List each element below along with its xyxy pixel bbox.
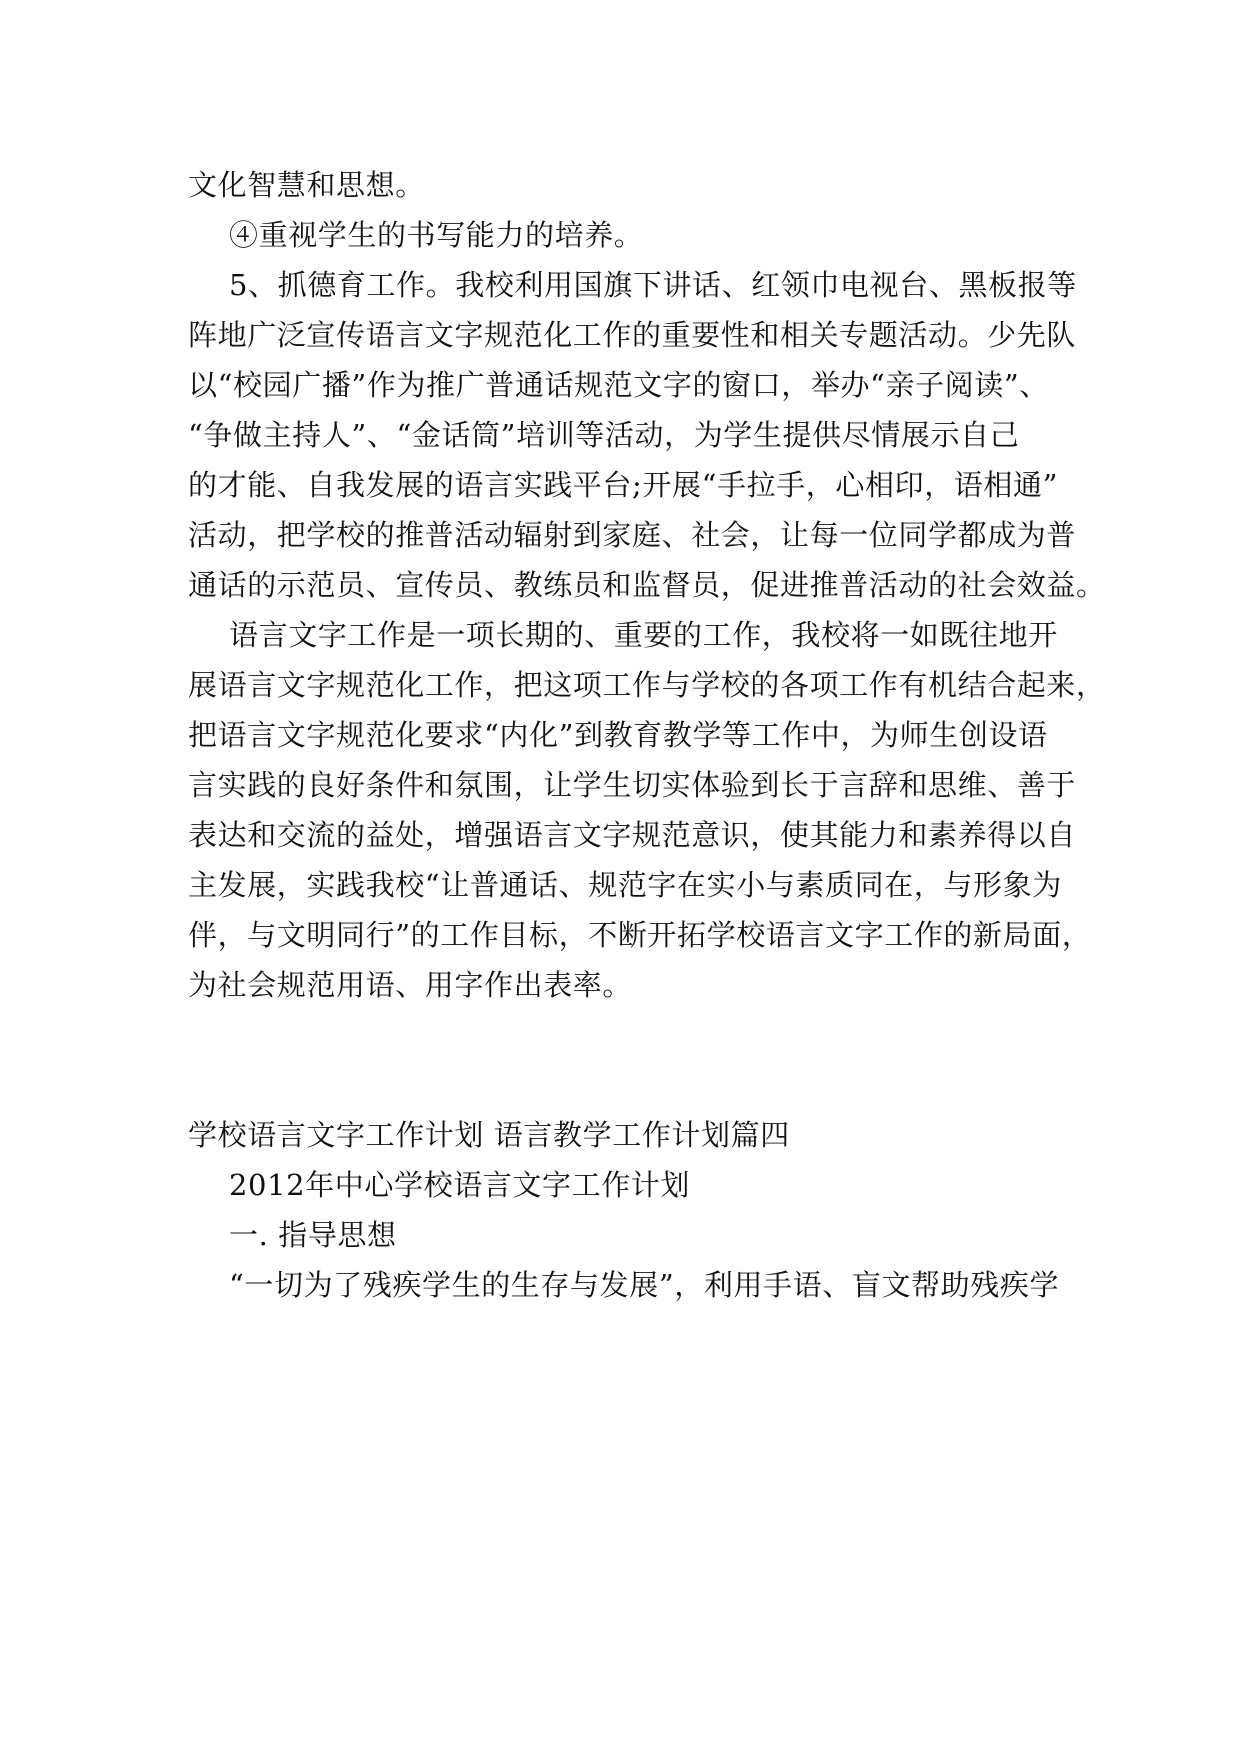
text-line: 通话的示范员、宣传员、教练员和监督员，促进推普活动的社会效益。 — [188, 568, 1106, 602]
text-line: 活动，把学校的推普活动辐射到家庭、社会，让每一位同学都成为普 — [188, 518, 1077, 552]
paragraph-first-line: 5、抓德育工作。我校利用国旗下讲话、红领巾电视台、黑板报等 — [229, 268, 1077, 302]
section-gap — [188, 1010, 1068, 1110]
text-line: 的才能、自我发展的语言实践平台;开展“手拉手，心相印，语相通” — [188, 468, 1059, 502]
text-line: 以“校园广播”作为推广普通话规范文字的窗口，举办“亲子阅读”、 — [188, 368, 1049, 402]
subsection-heading: 一. 指导思想 — [229, 1218, 397, 1252]
document-body — [188, 160, 1106, 1310]
text-line: 为社会规范用语、用字作出表率。 — [188, 968, 633, 1002]
text-line: 言实践的良好条件和氛围，让学生切实体验到长于言辞和思维、善于 — [188, 768, 1077, 802]
paragraph-first-line: “一切为了残疾学生的生存与发展”，利用手语、盲文帮助残疾学 — [229, 1268, 1060, 1302]
text-line: 展语言文字规范化工作，把这项工作与学校的各项工作有机结合起来， — [188, 668, 1106, 702]
text-line: 伴，与文明同行”的工作目标，不断开拓学校语言文字工作的新局面， — [188, 918, 1092, 952]
text-line: 阵地广泛宣传语言文字规范化工作的重要性和相关专题活动。少先队 — [188, 318, 1077, 352]
text-line: “争做主持人”、“金话筒”培训等活动，为学生提供尽情展示自己 — [188, 418, 1020, 452]
plan-title: 2012年中心学校语言文字工作计划 — [229, 1168, 691, 1202]
section-heading: 学校语言文字工作计划 语言教学工作计划篇四 — [188, 1118, 790, 1152]
text-line: 文化智慧和思想。 — [188, 168, 425, 202]
list-item-line: ④重视学生的书写能力的培养。 — [229, 218, 644, 252]
text-line: 把语言文字规范化要求“内化”到教育教学等工作中，为师生创设语 — [188, 718, 1048, 752]
text-line: 主发展，实践我校“让普通话、规范字在实小与素质同在，与形象为 — [188, 868, 1062, 902]
paragraph-first-line: 语言文字工作是一项长期的、重要的工作，我校将一如既往地开 — [229, 618, 1058, 652]
text-line: 表达和交流的益处，增强语言文字规范意识，使其能力和素养得以自 — [188, 818, 1077, 852]
